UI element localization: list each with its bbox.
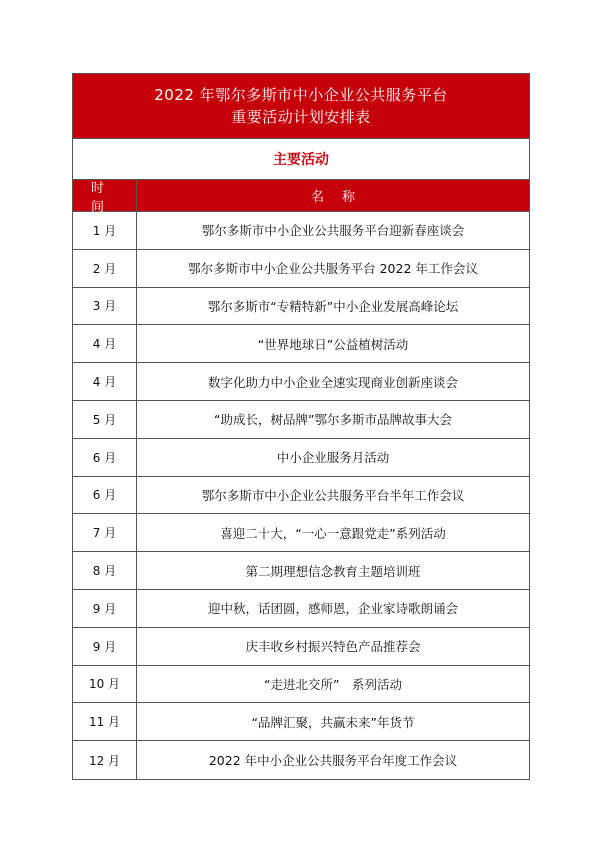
month-cell: 4 月	[73, 325, 137, 362]
table-row	[73, 288, 529, 326]
month-cell: 4 月	[73, 363, 137, 400]
event-cell: 喜迎二十大，“一心一意跟党走”系列活动	[220, 525, 446, 541]
table-row	[73, 552, 529, 590]
table-row	[73, 363, 529, 401]
table-row	[73, 401, 529, 439]
table-row	[73, 250, 529, 288]
event-cell: “世界地球日”公益植树活动	[257, 336, 409, 352]
table-row	[73, 741, 529, 779]
column-header-name: 名称	[310, 190, 373, 205]
event-cell: 庆丰收乡村振兴特色产品推荐会	[245, 639, 421, 655]
event-cell: 中小企业服务月活动	[276, 450, 390, 466]
table-row	[73, 666, 529, 704]
event-cell: “品牌汇聚，共赢未来”年货节	[251, 714, 415, 730]
table-row	[73, 439, 529, 477]
table-body	[73, 212, 529, 779]
table-row	[73, 514, 529, 552]
month-cell: 11 月	[73, 703, 137, 740]
month-cell: 6 月	[73, 477, 137, 514]
event-cell: 鄂尔多斯市中小企业公共服务平台迎新春座谈会	[201, 223, 465, 239]
event-cell: 鄂尔多斯市中小企业公共服务平台半年工作会议	[201, 487, 465, 503]
event-cell: “助成长，树品牌”鄂尔多斯市品牌故事大会	[214, 412, 452, 428]
table-row	[73, 212, 529, 250]
month-cell: 5 月	[73, 401, 137, 438]
event-cell: 数字化助力中小企业全速实现商业创新座谈会	[207, 374, 458, 390]
month-cell: 9 月	[73, 628, 137, 665]
activity-plan-table	[72, 73, 530, 780]
month-cell: 2 月	[73, 250, 137, 287]
table-row	[73, 325, 529, 363]
table-row	[73, 628, 529, 666]
month-cell: 10 月	[73, 666, 137, 703]
table-title-band	[73, 74, 529, 139]
event-cell: “走进北交所” 系列活动	[264, 676, 402, 692]
column-header-time: 时间	[73, 180, 137, 211]
month-cell: 7 月	[73, 514, 137, 551]
event-cell: 鄂尔多斯市中小企业公共服务平台 2022 年工作会议	[188, 261, 478, 277]
section-heading: 主要活动	[73, 139, 529, 180]
month-cell: 3 月	[73, 288, 137, 325]
event-cell: 第二期理想信念教育主题培训班	[245, 563, 421, 579]
table-row	[73, 590, 529, 628]
table-row	[73, 703, 529, 741]
table-title-line1: 2022 年鄂尔多斯市中小企业公共服务平台	[154, 86, 448, 104]
column-header-row	[73, 180, 529, 215]
month-cell: 1 月	[73, 212, 137, 249]
month-cell: 12 月	[73, 741, 137, 779]
table-row	[73, 477, 529, 515]
event-cell: 迎中秋，话团圆，感师恩，企业家诗歌朗诵会	[207, 601, 458, 617]
event-cell: 2022 年中小企业公共服务平台年度工作会议	[208, 753, 458, 769]
table-title-line2: 重要活动计划安排表	[231, 108, 371, 126]
month-cell: 9 月	[73, 590, 137, 627]
event-cell: 鄂尔多斯市“专精特新”中小企业发展高峰论坛	[207, 298, 459, 314]
month-cell: 8 月	[73, 552, 137, 589]
month-cell: 6 月	[73, 439, 137, 476]
